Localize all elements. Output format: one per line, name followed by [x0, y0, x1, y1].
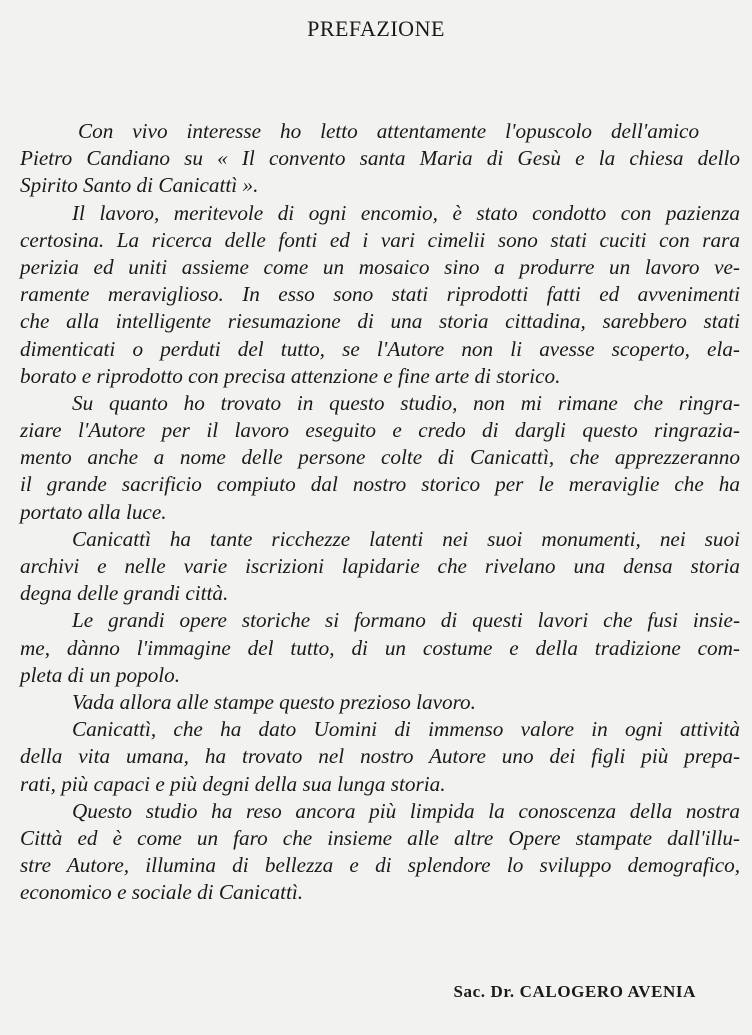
- page-title: PREFAZIONE: [307, 16, 445, 41]
- text-line: Questo studio ha reso ancora più limpida la conoscenza della nostra: [72, 798, 740, 823]
- text-line: stre Autore, illumina di bellezza e di splendore lo sviluppo demografico,: [20, 853, 740, 878]
- text-line: Spirito Santo di Canicattì ».: [20, 173, 259, 198]
- text-line: portato alla luce.: [20, 499, 167, 524]
- text-line: rati, più capaci e più degni della sua lunga storia.: [20, 771, 446, 796]
- text-line: Le grandi opere storiche si formano di questi lavori che fusi insie-: [72, 608, 740, 633]
- text-line: Il lavoro, meritevole di ogni encomio, è stato condotto con pazienza: [72, 200, 740, 225]
- preface-body: [20, 118, 740, 906]
- text-line: Su quanto ho trovato in questo studio, non mi rimane che ringra-: [72, 390, 740, 415]
- text-line: Canicattì ha tante ricchezze latenti nei suoi monumenti, nei suoi: [72, 526, 740, 551]
- text-line: Canicattì, che ha dato Uomini di immenso valore in ogni attività: [72, 717, 740, 742]
- text-line: ziare l'Autore per il lavoro eseguito e credo di dargli questo ringrazia-: [20, 418, 740, 443]
- text-line: archivi e nelle varie iscrizioni lapidarie che rivelano una densa storia: [20, 554, 740, 578]
- text-line: certosina. La ricerca delle fonti ed i vari cimelii sono stati cuciti con rara: [20, 227, 740, 252]
- text-line: mento anche a nome delle persone colte di Canicattì, che apprezzeranno: [20, 445, 740, 470]
- text-line: pleta di un popolo.: [20, 662, 181, 687]
- text-line: borato e riprodotto con precisa attenzione e fine arte di storico.: [20, 363, 561, 388]
- text-line: dimenticati o perduti del tutto, se l'Autore non li avesse scoperto, ela-: [20, 336, 740, 361]
- text-line: Vada allora alle stampe questo prezioso lavoro.: [72, 689, 476, 714]
- text-line: Pietro Candiano su « Il convento santa Maria di Gesù e la chiesa dello: [20, 146, 740, 171]
- text-line: Città ed è come un faro che insieme alle altre Opere stampate dall'illu-: [20, 825, 740, 850]
- text-line: degna delle grandi città.: [20, 581, 229, 606]
- text-line: economico e sociale di Canicattì.: [20, 880, 304, 905]
- text-line: Con vivo interesse ho letto attentamente l'opuscolo dell'amico: [78, 119, 700, 143]
- text-line: il grande sacrificio compiuto dal nostro storico per le meraviglie che ha: [20, 472, 740, 497]
- text-line: perizia ed uniti assieme come un mosaico sino a produrre un lavoro ve-: [20, 254, 740, 279]
- text-line: della vita umana, ha trovato nel nostro Autore uno dei figli più prepa-: [20, 744, 740, 769]
- text-line: che alla intelligente riesumazione di una storia cittadina, sarebbero stati: [20, 309, 740, 334]
- text-line: me, dànno l'immagine del tutto, di un costume e della tradizione com-: [20, 635, 740, 660]
- author-signature: Sac. Dr. CALOGERO AVENIA: [453, 982, 696, 1001]
- text-line: ramente meraviglioso. In esso sono stati riprodotti fatti ed avvenimenti: [20, 282, 740, 307]
